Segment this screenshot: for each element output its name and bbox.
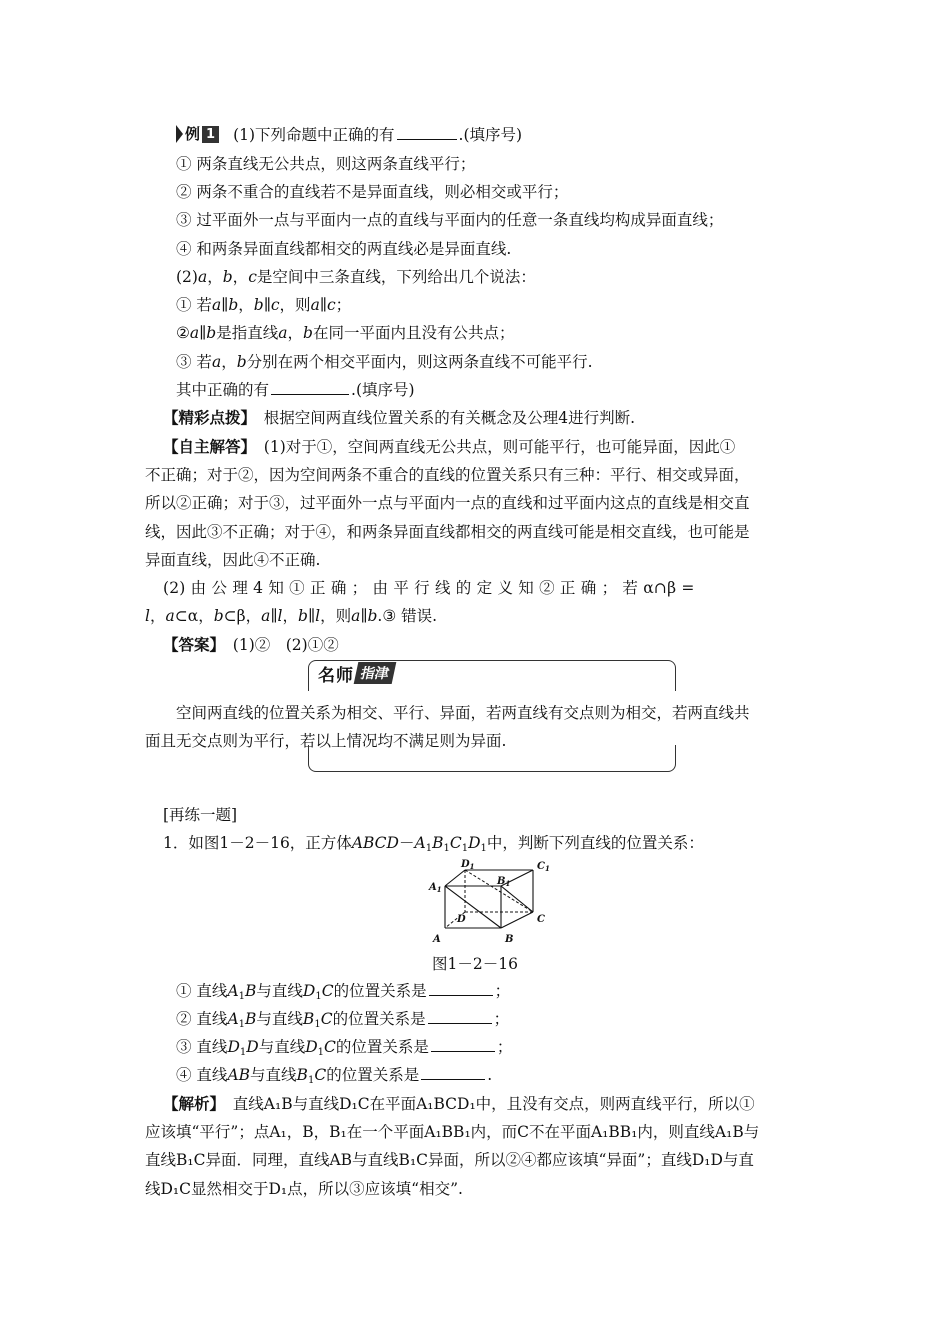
q1-item-4: ④ 和两条异面直线都相交的两直线必是异面直线. bbox=[176, 240, 512, 258]
subscript: 1 bbox=[238, 1019, 246, 1030]
var-b: b bbox=[298, 607, 308, 625]
label-C1: $C_1$ bbox=[537, 861, 550, 873]
cube-base-name: ABCD bbox=[351, 834, 399, 852]
practice-item-1 bbox=[176, 980, 836, 1002]
answer-blank bbox=[421, 1065, 485, 1080]
hint-label: 【精彩点拨】 bbox=[163, 408, 249, 427]
solution-text: (1)对于①，空间两直线无公共点，则可能平行，也可能异面，因此① bbox=[263, 438, 736, 456]
item-text: 与直线 bbox=[258, 1038, 306, 1056]
answer-text: (1)② (2)①② bbox=[232, 636, 339, 654]
q2-end-text: 其中正确的有 bbox=[176, 381, 270, 399]
var-c: c bbox=[248, 268, 257, 286]
tip-line-1: 空间两直线的位置关系为相交、平行、异面，若两直线有交点则为相交，若两直线共 bbox=[176, 704, 750, 722]
q2-item-3-text: 分别在两个相交平面内，则这两条直线不可能平行. bbox=[246, 353, 593, 371]
item-end: ； bbox=[493, 1010, 510, 1028]
comma: ， bbox=[287, 324, 304, 342]
q2-stem bbox=[176, 266, 836, 288]
vertex-letter: D bbox=[246, 1038, 259, 1056]
tip-line-2: 面且无交点则为平行，若以上情况均不满足则为异面. bbox=[145, 732, 507, 750]
solution-line-3: 所以②正确；对于③，过平面外一点与平面内一点的直线和过平面内这点的直线是相交直 bbox=[145, 494, 750, 512]
comma: ， bbox=[221, 353, 237, 371]
vertex-letter: C bbox=[320, 1010, 333, 1028]
var-l: l bbox=[315, 607, 321, 625]
solution-line-4: 线，因此③不正确；对于④，和两条异面直线都相交的两直线可能是相交直线，也可能是 bbox=[145, 523, 750, 541]
solution-line-1 bbox=[163, 436, 823, 458]
hint-text: 根据空间两直线位置关系的有关概念及公理4进行判断. bbox=[263, 409, 636, 427]
var-a: a bbox=[278, 324, 288, 342]
vertex-letter: A bbox=[227, 982, 239, 1000]
vertex-letter: A bbox=[227, 1010, 239, 1028]
subscript: 1 bbox=[307, 1075, 315, 1086]
analysis-text: 直线A₁B与直线D₁C在平面A₁BCD₁中，且没有交点，则两直线平行，所以① bbox=[232, 1095, 755, 1113]
vertex-letter: B bbox=[296, 1066, 308, 1084]
label-D1: $D_1$ bbox=[461, 859, 475, 871]
comma: ， bbox=[282, 607, 298, 625]
q2-item-2-text: ② bbox=[176, 324, 190, 342]
q2-item-3-text: ③ 若 bbox=[176, 353, 212, 371]
solution-p2-line-2 bbox=[145, 605, 805, 627]
comma: ， bbox=[207, 268, 223, 286]
vertex-letter: C bbox=[321, 982, 334, 1000]
q2-item-2 bbox=[176, 322, 836, 344]
var-a: a bbox=[165, 607, 175, 625]
cube-figure bbox=[425, 856, 555, 948]
example-badge bbox=[176, 125, 219, 143]
q2-end-text: .(填序号) bbox=[351, 381, 415, 399]
item-text: ③ 直线 bbox=[176, 1038, 228, 1056]
example-badge-text: 例 bbox=[185, 125, 201, 143]
practice-question-text: 中，判断下列直线的位置关系： bbox=[486, 834, 704, 852]
item-end: . bbox=[487, 1066, 493, 1084]
label-A: A bbox=[433, 934, 441, 945]
analysis-line-3: 直线B₁C异面．同理，直线AB与直线B₁C异面，所以②④都应该填“异面”；直线D₁D与直 bbox=[145, 1151, 754, 1169]
solution-line-5: 异面直线，因此④不正确. bbox=[145, 551, 321, 569]
subscript: 1 bbox=[314, 1019, 321, 1030]
tip-badge-highlight: 指津 bbox=[354, 662, 397, 684]
item-end: ； bbox=[496, 1038, 513, 1056]
practice-item-3 bbox=[176, 1036, 836, 1058]
tip-frame-bottom bbox=[308, 745, 676, 772]
answer-blank bbox=[428, 1009, 492, 1024]
answer-label: 【答案】 bbox=[163, 635, 218, 654]
dash: － bbox=[398, 834, 415, 852]
q2-stem-text: 是空间中三条直线，下列给出几个说法： bbox=[256, 268, 536, 286]
vertex-letter: AB bbox=[227, 1066, 251, 1084]
vertex-letter: B bbox=[432, 834, 444, 852]
q2-item-1-text: ① 若 bbox=[176, 296, 212, 314]
analysis-line-4: 线D₁C显然相交于D₁点，所以③应该填“相交”. bbox=[145, 1180, 463, 1198]
subscript: 1 bbox=[461, 843, 469, 854]
subscript: 1 bbox=[238, 991, 246, 1002]
q2-item-2-text: 是指直线 bbox=[216, 324, 279, 342]
math-expr: b∥c bbox=[253, 296, 280, 314]
var-a: a bbox=[211, 353, 222, 371]
example-badge-number: 1 bbox=[202, 126, 219, 143]
math-expr: a∥b bbox=[351, 607, 378, 625]
q2-end-line bbox=[176, 379, 836, 401]
practice-header: [再练一题] bbox=[163, 806, 238, 824]
solution-text: ，则 bbox=[320, 607, 352, 625]
vertex-letter: D bbox=[305, 1038, 318, 1056]
subscript: 1 bbox=[239, 1047, 247, 1058]
var-b: b bbox=[222, 268, 233, 286]
q2-item-1 bbox=[176, 294, 836, 316]
comma: ， bbox=[238, 296, 254, 314]
item-text: 的位置关系是 bbox=[326, 1066, 420, 1084]
q1-item-3: ③ 过平面外一点与平面内一点的直线与平面内的任意一条直线均构成异面直线； bbox=[176, 211, 724, 229]
q1-item-2: ② 两条不重合的直线若不是异面直线，则必相交或平行； bbox=[176, 183, 569, 201]
analysis-line-1 bbox=[163, 1093, 823, 1115]
vertex-letter: C bbox=[324, 1038, 336, 1056]
item-text: 的位置关系是 bbox=[335, 1038, 429, 1056]
example-q1-stem-end: .(填序号) bbox=[458, 126, 523, 144]
vertex-letter: D bbox=[302, 982, 316, 1000]
label-B: B bbox=[505, 934, 514, 945]
subscript: 1 bbox=[443, 843, 450, 854]
subscript: 1 bbox=[425, 843, 433, 854]
tip-badge-text: 名师 bbox=[318, 665, 354, 686]
q2-item-2-text: 在同一平面内且没有公共点； bbox=[312, 324, 515, 342]
label-B1: $B_1$ bbox=[497, 876, 511, 888]
solution-text: .③ 错误. bbox=[377, 607, 438, 625]
item-text: 的位置关系是 bbox=[333, 982, 427, 1000]
vertex-letter: D bbox=[468, 834, 481, 852]
var-a: a bbox=[197, 268, 208, 286]
analysis-label: 【解析】 bbox=[163, 1094, 218, 1113]
math-expr: a∥c bbox=[310, 296, 336, 314]
item-text: ④ 直线 bbox=[176, 1066, 228, 1084]
math-expr: a∥b bbox=[211, 296, 239, 314]
comma: ， bbox=[149, 607, 166, 625]
label-D: D bbox=[457, 914, 466, 925]
triangle-arrow-icon bbox=[176, 125, 183, 143]
answer-blank bbox=[397, 125, 457, 140]
q2-item-3 bbox=[176, 351, 836, 373]
vertex-letter: A bbox=[414, 834, 426, 852]
answer-line bbox=[163, 634, 823, 656]
var-b: b bbox=[303, 324, 313, 342]
answer-blank bbox=[429, 981, 493, 996]
q1-item-1: ① 两条直线无公共点，则这两条直线平行； bbox=[176, 155, 476, 173]
solution-p2-line-1: (2) 由 公 理 4 知 ① 正 确 ； 由 平 行 线 的 定 义 知 ② 正 确 ； 若 α∩β = bbox=[163, 579, 695, 597]
var-l: l bbox=[145, 607, 150, 625]
item-text: ① 直线 bbox=[176, 982, 228, 1000]
example-q1-stem: (1)下列命题中正确的有 bbox=[233, 126, 395, 144]
practice-item-4 bbox=[176, 1064, 836, 1086]
semicolon: ； bbox=[335, 296, 352, 314]
vertex-letter: D bbox=[227, 1038, 240, 1056]
vertex-letter: B bbox=[245, 1010, 257, 1028]
item-text: 与直线 bbox=[256, 1010, 303, 1028]
var-b: b bbox=[213, 607, 224, 625]
subscript: 1 bbox=[315, 991, 322, 1002]
parallel-symbol: ∥ bbox=[270, 607, 278, 625]
vertex-letter: B bbox=[302, 1010, 315, 1028]
solution-label: 【自主解答】 bbox=[163, 437, 249, 456]
q2-number: (2) bbox=[176, 268, 198, 286]
analysis-line-2: 应该填“平行”；点A₁，B，B₁在一个平面A₁BB₁内，而C不在平面A₁BB₁内，则直线A₁B与 bbox=[145, 1123, 760, 1141]
math-expr: ⊂β， bbox=[223, 607, 262, 625]
answer-blank bbox=[271, 380, 349, 395]
math-expr: a∥b bbox=[189, 324, 217, 342]
math-expr: ⊂α， bbox=[174, 607, 214, 625]
parallel-symbol: ∥ bbox=[307, 607, 316, 625]
comma: ， bbox=[232, 268, 249, 286]
item-text: 与直线 bbox=[250, 1066, 297, 1084]
example-stem-line bbox=[176, 124, 836, 146]
var-a: a bbox=[261, 607, 271, 625]
hint-line bbox=[163, 407, 823, 429]
item-text: 与直线 bbox=[256, 982, 303, 1000]
var-b: b bbox=[236, 353, 247, 371]
item-text: 的位置关系是 bbox=[332, 1010, 426, 1028]
practice-question-text: 1．如图1－2－16，正方体 bbox=[163, 834, 352, 852]
answer-blank bbox=[431, 1037, 495, 1052]
vertex-letter: C bbox=[314, 1066, 327, 1084]
label-A1: $A_1$ bbox=[429, 882, 442, 894]
q2-item-1-text: ，则 bbox=[279, 296, 311, 314]
vertex-letter: B bbox=[245, 982, 257, 1000]
solution-line-2: 不正确；对于②，因为空间两条不重合的直线的位置关系只有三种：平行、相交或异面， bbox=[145, 466, 750, 484]
var-l: l bbox=[277, 607, 283, 625]
subscript: 1 bbox=[480, 843, 487, 854]
practice-question bbox=[163, 832, 823, 854]
label-C: C bbox=[537, 914, 545, 925]
figure-caption: 图1－2－16 bbox=[432, 955, 518, 973]
subscript: 1 bbox=[317, 1047, 325, 1058]
item-text: ② 直线 bbox=[176, 1010, 228, 1028]
practice-item-2 bbox=[176, 1008, 836, 1030]
item-end: ； bbox=[494, 982, 511, 1000]
teacher-tip-badge bbox=[318, 661, 398, 685]
vertex-letter: C bbox=[449, 834, 462, 852]
